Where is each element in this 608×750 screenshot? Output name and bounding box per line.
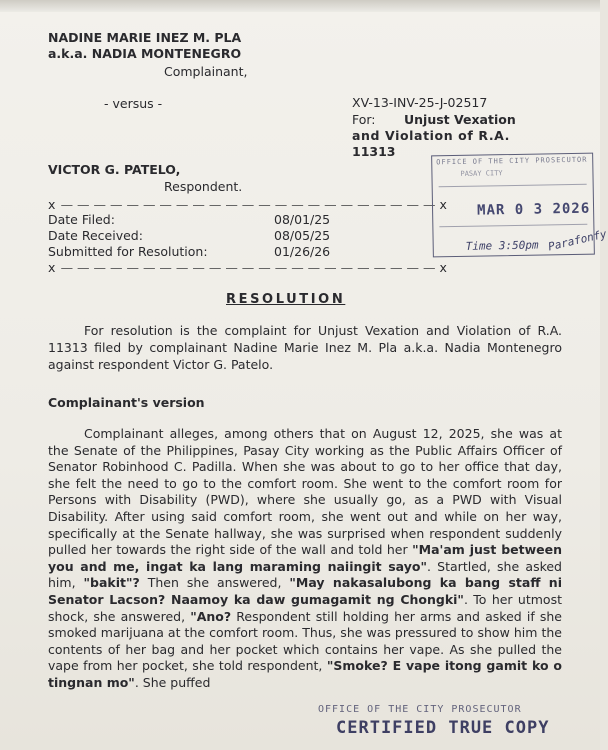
date-filed-label: Date Filed: — [48, 212, 115, 227]
body-text-6: . She puffed — [134, 674, 211, 690]
page-top-edge — [0, 0, 600, 12]
separator-top: x — — — — — — — — — — — — — — — — — — — — — — — x — [48, 197, 449, 212]
stamp-signature: Parafonfy — [546, 227, 608, 254]
body-paragraph — [48, 426, 562, 692]
date-received-value: 08/05/25 — [274, 228, 331, 243]
footer-office-stamp: OFFICE OF THE CITY PROSECUTOR — [318, 704, 522, 715]
quote-1: "Ma'am just between you and me, ingat ka lang maraming naiingit sayo" — [48, 542, 562, 574]
stamp-time: Time 3:50pm — [465, 238, 539, 253]
complainant-role: Complainant, — [164, 64, 248, 79]
respondent-name: VICTOR G. PATELO, — [48, 162, 181, 177]
resolution-title: RESOLUTION — [226, 292, 346, 307]
complainant-aka: a.k.a. NADIA MONTENEGRO — [48, 46, 242, 61]
body-text-2: . Startled, she asked him, — [48, 558, 562, 591]
body-text-5: Respondent still holding her arms and asked if she smoked marijuana at the comfort room. Thus, she was pressured to show him the contents of her bag and her pocket which contains her vape. As she pulled the vape from her pocket, she told respondent, — [48, 608, 562, 674]
date-filed-value: 08/01/25 — [274, 212, 331, 227]
body-text-3: Then she answered, — [139, 575, 290, 591]
versus-label: - versus - — [104, 96, 163, 111]
section-heading: Complainant's version — [48, 395, 205, 410]
body-text-4: . To her utmost shock, she answered, — [48, 591, 562, 624]
charge-line-1: Unjust Vexation — [404, 112, 516, 127]
date-received-label: Date Received: — [48, 228, 143, 243]
quote-5: "Smoke? E vape itong gamit ko o tingnan mo" — [48, 658, 562, 690]
quote-2: "bakit"? — [83, 575, 140, 591]
charge-line-2: and Violation of R.A. — [352, 128, 511, 143]
charge-line-3: 11313 — [352, 144, 396, 159]
intro-paragraph: For resolution is the complaint for Unjust Vexation and Violation of R.A. 11313 filed by complainant Nadine Marie Inez M. Pla a.k.a. Nadia Montenegro against respondent Victor G. Patelo. — [48, 323, 562, 372]
certified-true-copy-stamp: CERTIFIED TRUE COPY — [336, 718, 550, 738]
separator-bottom: x — — — — — — — — — — — — — — — — — — — — — — — x — [48, 260, 449, 275]
case-number: XV-13-INV-25-J-02517 — [352, 95, 488, 110]
complainant-name: NADINE MARIE INEZ M. PLA — [48, 30, 242, 45]
for-label: For: — [352, 112, 376, 127]
stamp-office-text: OFFICE OF THE CITY PROSECUTOR — [436, 155, 588, 167]
stamp-city-text: PASAY CITY — [460, 169, 503, 178]
received-stamp — [431, 153, 608, 258]
quote-4: "Ano? — [190, 608, 232, 624]
respondent-role: Respondent. — [164, 179, 243, 194]
date-submitted-label: Submitted for Resolution: — [48, 244, 208, 259]
date-submitted-value: 01/26/26 — [274, 244, 331, 259]
stamp-date: MAR 0 3 2026 — [476, 200, 591, 219]
quote-3: "May nakasalubong ka bang staff ni Senator Lacson? Naamoy ka daw gumagamit ng Chongki" — [48, 575, 562, 607]
body-text-1: Complainant alleges, among others that on August 12, 2025, she was at the Senate of the Philippines, Pasay City working as the Public Affairs Officer of Senator Robinhood C. Padilla. When she was about to go to her office that day, she felt the need to go to the comfort room. She went to the comfort room for Persons with Disability (PWD), where she usually go, as a PWD with Visual Disability. After using said comfort room, she went out and while on her way, specifically at the Senate hallway, she was surprised when respondent suddenly pulled her towards the right side of the wall and told her — [48, 426, 562, 558]
